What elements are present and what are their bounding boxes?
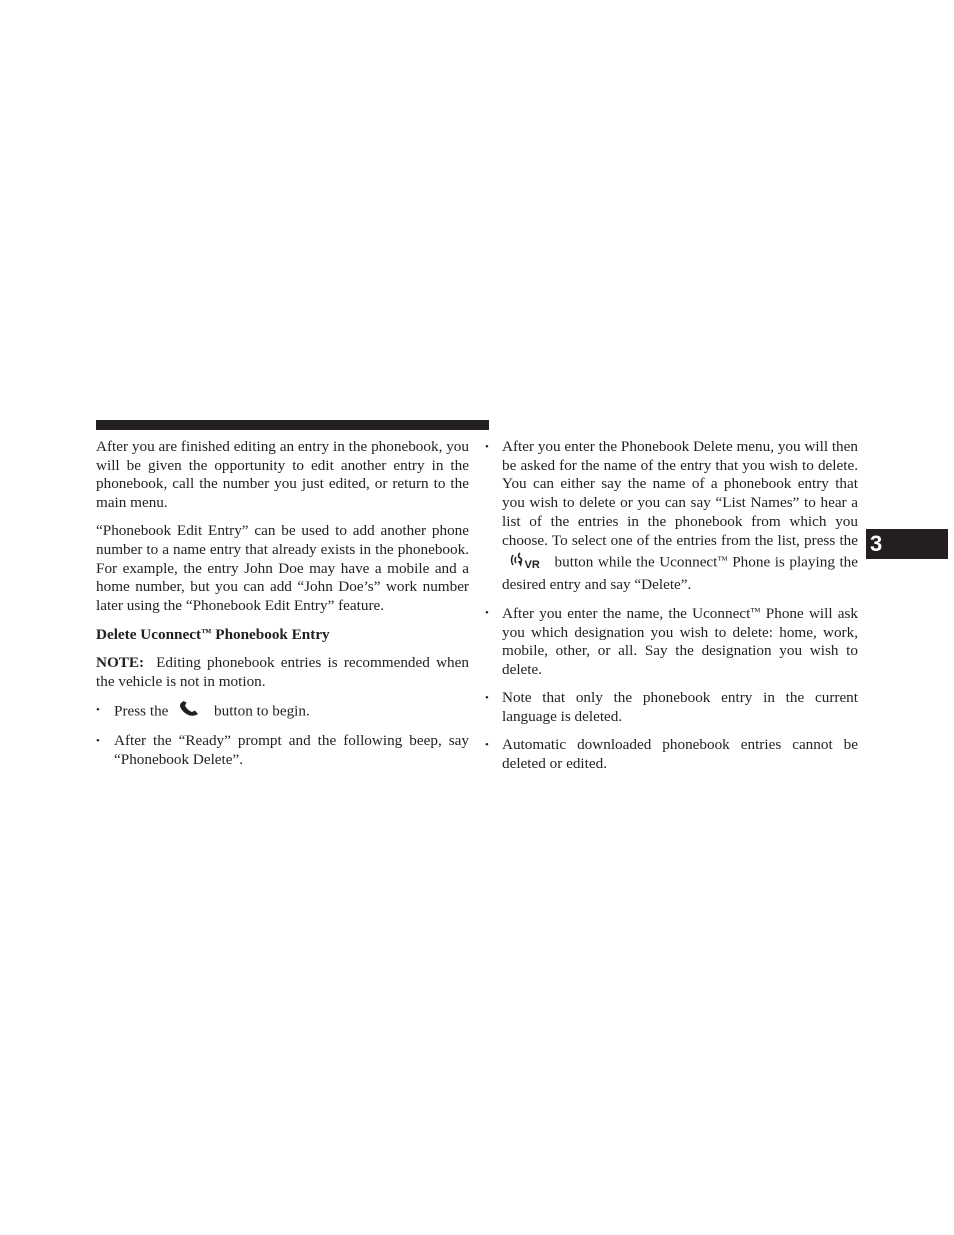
list-item-text-a: Press the bbox=[114, 702, 169, 720]
voice-command-vr-icon bbox=[508, 550, 544, 576]
list-item-text: Automatic downloaded phonebook entries cannot be deleted or edited. bbox=[502, 736, 858, 772]
left-bullet-list bbox=[96, 701, 469, 770]
heading-text-b: Phonebook Entry bbox=[211, 626, 330, 644]
list-item-text: Note that only the phonebook entry in the current language is deleted. bbox=[502, 689, 858, 725]
trademark-symbol: ™ bbox=[750, 607, 761, 619]
list-item-text: After the “Ready” prompt and the following beep, say “Phonebook Delete”. bbox=[114, 732, 469, 768]
bullet-marker: • bbox=[485, 692, 489, 705]
heading-text-a: Delete Uconnect bbox=[96, 626, 201, 644]
svg-text:VR: VR bbox=[524, 559, 540, 571]
note-text: Editing phonebook entries is recommended when the vehicle is not in motion. bbox=[96, 654, 469, 690]
list-item-text-b: button while the Uconnect bbox=[554, 553, 718, 571]
section-heading-delete-entry bbox=[96, 625, 469, 645]
left-column bbox=[96, 438, 469, 779]
bullet-marker: • bbox=[485, 739, 489, 752]
bullet-marker: • bbox=[96, 704, 100, 716]
list-item-automatic-downloaded bbox=[485, 736, 858, 773]
list-item-text-b: Phone will ask you which designation you wish to delete: home, work, mobile, other, or all. Say the designation you wish to delete. bbox=[502, 605, 858, 679]
trademark-symbol: ™ bbox=[201, 628, 212, 640]
trademark-symbol: ™ bbox=[717, 555, 728, 567]
list-item-press-button bbox=[96, 701, 469, 723]
list-item-text-c: Phone is playing the desired entry and say “Delete”. bbox=[502, 553, 858, 593]
right-column bbox=[485, 438, 858, 783]
paragraph-phonebook-edit-entry: “Phonebook Edit Entry” can be used to add another phone number to a name entry that already exists in the phonebook. For example, the entry John Doe may have a mobile and a home number, but you can add “John Doe’s” work number later using the “Phonebook Edit Entry” feature. bbox=[96, 522, 469, 615]
list-item-current-language bbox=[485, 689, 858, 726]
list-item-delete-menu bbox=[485, 438, 858, 595]
list-item-text-a: After you enter the name, the Uconnect bbox=[502, 605, 751, 623]
section-rule bbox=[96, 420, 489, 430]
chapter-tab: 3 bbox=[866, 529, 948, 559]
phone-handset-icon bbox=[178, 701, 200, 723]
right-bullet-list bbox=[485, 438, 858, 773]
list-item-ready-prompt bbox=[96, 732, 469, 769]
bullet-marker: • bbox=[485, 607, 489, 620]
note-paragraph bbox=[96, 654, 469, 691]
list-item-text-b: button to begin. bbox=[214, 702, 310, 720]
note-label: NOTE: bbox=[96, 654, 145, 672]
list-item-designation bbox=[485, 604, 858, 680]
paragraph-finished-editing: After you are finished editing an entry in the phonebook, you will be given the opportunity to edit another entry in the phonebook, call the number you just edited, or return to the main menu. bbox=[96, 438, 469, 512]
bullet-marker: • bbox=[485, 441, 489, 453]
list-item-text-a: After you enter the Phonebook Delete menu, you will then be asked for the name of the entry that you wish to delete. You can either say the name of a phonebook entry that you wish to delete or you can say “List Names” to hear a list of the entries in the phonebook from which you choose. To select one of the entries from the list, press the bbox=[502, 438, 858, 549]
bullet-marker: • bbox=[96, 735, 100, 748]
